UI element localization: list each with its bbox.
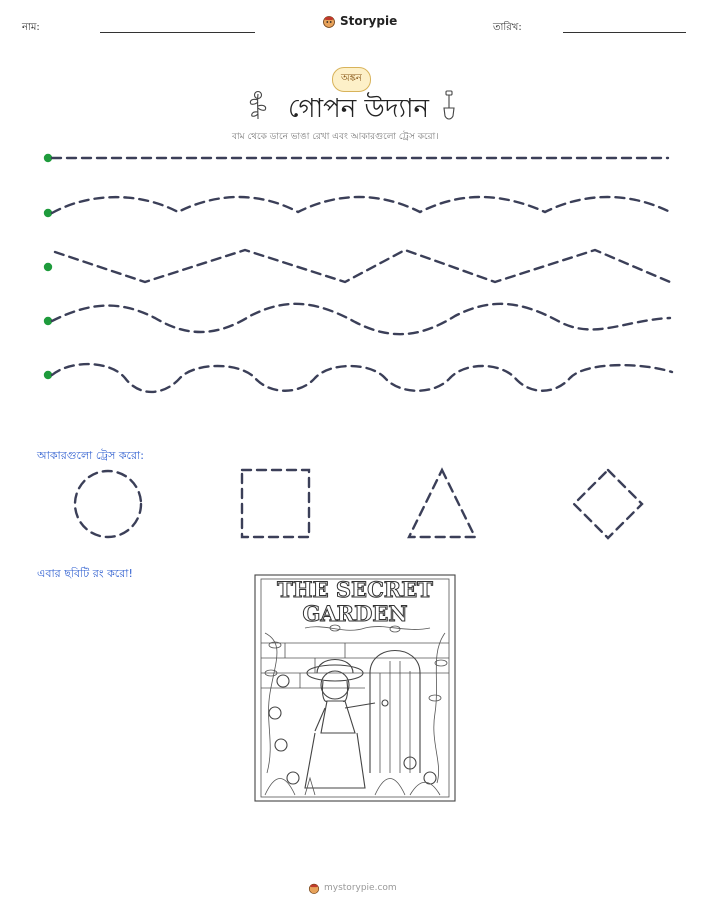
instructions: বাম থেকে ডানে ভাঙা রেখা এবং আকারগুলো ট্রেস করো। bbox=[232, 132, 439, 142]
trace-line-zigzag bbox=[44, 250, 670, 282]
category-pill: অঙ্কন bbox=[332, 67, 371, 92]
picture-title-1: THE SECRET bbox=[277, 577, 433, 602]
storypie-mascot-icon bbox=[322, 14, 336, 28]
shovel-icon bbox=[440, 90, 458, 122]
trace-circle bbox=[75, 471, 141, 537]
trace-triangle bbox=[409, 470, 475, 537]
trace-line-straight bbox=[44, 154, 668, 162]
coloring-section-label: এবার ছবিটি রং করো! bbox=[37, 567, 133, 580]
footer bbox=[308, 882, 397, 894]
trace-lines-area bbox=[0, 140, 709, 400]
brand-logo bbox=[322, 14, 397, 28]
date-label: তারিখ: bbox=[493, 22, 522, 33]
garden-door bbox=[370, 651, 420, 774]
date-field[interactable] bbox=[563, 32, 686, 33]
roses bbox=[269, 675, 436, 784]
page-title: গোপন উদ্যান bbox=[288, 94, 430, 124]
shapes-section-label: আকারগুলো ট্রেস করো: bbox=[37, 449, 144, 462]
dashed-line-3 bbox=[55, 250, 670, 282]
flower-icon bbox=[246, 90, 270, 120]
footer-url[interactable]: mystorypie.com bbox=[324, 883, 397, 893]
dashed-line-4 bbox=[52, 304, 670, 334]
dashed-line-5 bbox=[52, 364, 672, 392]
trace-line-wave-2 bbox=[44, 304, 670, 334]
start-dot bbox=[44, 263, 52, 271]
trace-line-wave-3 bbox=[44, 364, 672, 392]
trace-square bbox=[242, 470, 309, 537]
trace-shapes-area bbox=[0, 462, 709, 547]
girl-figure bbox=[305, 660, 375, 789]
brand-name: Storypie bbox=[340, 14, 398, 28]
coloring-picture[interactable] bbox=[245, 573, 465, 803]
picture-title-2: GARDEN bbox=[302, 601, 408, 626]
name-field[interactable] bbox=[100, 32, 255, 33]
dashed-line-2 bbox=[52, 197, 670, 213]
trace-diamond bbox=[574, 470, 642, 538]
storypie-mascot-icon bbox=[308, 882, 320, 894]
name-label: নাম: bbox=[22, 22, 40, 33]
trace-line-wave-1 bbox=[44, 197, 670, 217]
bottom-plants bbox=[265, 778, 440, 795]
